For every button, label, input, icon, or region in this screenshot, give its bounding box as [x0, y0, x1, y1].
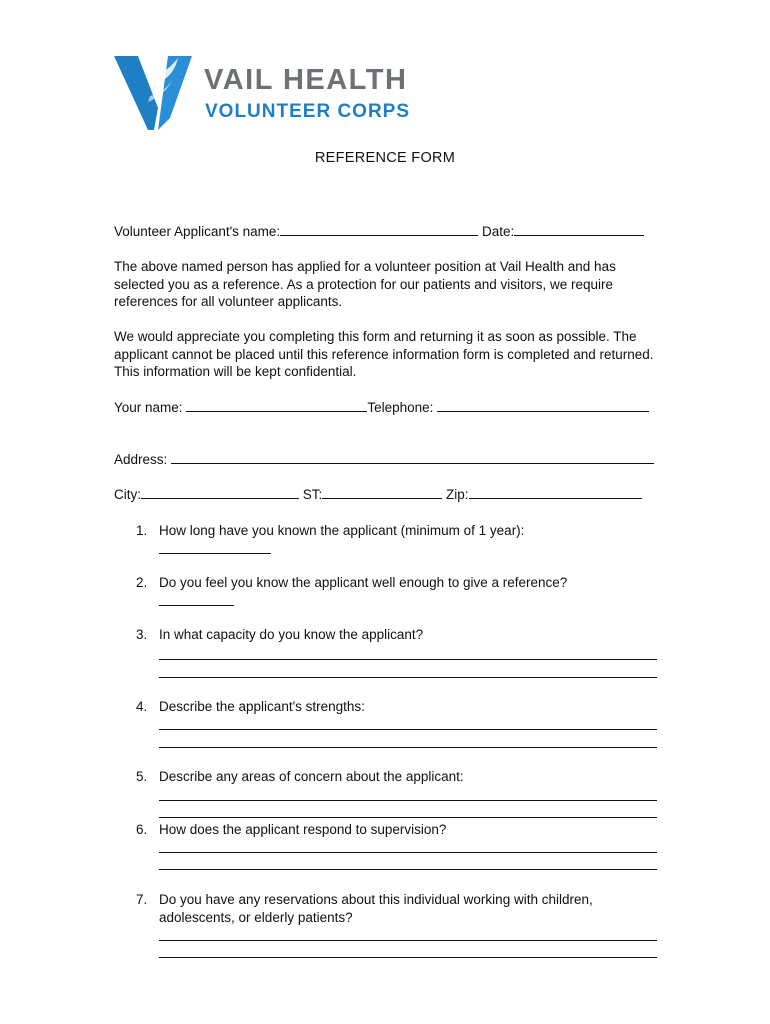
zip-label: Zip:	[446, 487, 469, 502]
question-number: 6.	[136, 822, 148, 837]
address-label: Address:	[114, 452, 168, 467]
city-row	[114, 486, 642, 502]
telephone-field[interactable]	[437, 399, 649, 412]
question-5-answer-line[interactable]	[159, 817, 657, 818]
question-6-answer-line[interactable]	[159, 852, 657, 853]
logo-title: VAIL HEALTH	[204, 64, 408, 96]
question-text: Do you feel you know the applicant well enough to give a reference?	[159, 575, 568, 590]
intro-paragraph-2: We would appreciate you completing this form and returning it as soon as possible. The applicant cannot be placed until this reference information form is completed and returned. This information will be kept confidential.	[114, 329, 654, 379]
question-text: Describe the applicant's strengths:	[159, 699, 365, 714]
question-number: 5.	[136, 769, 148, 784]
question-number: 1.	[136, 523, 148, 538]
logo-subtitle: VOLUNTEER CORPS	[205, 101, 411, 122]
vail-health-logo	[112, 52, 432, 134]
question-text: In what capacity do you know the applicant?	[159, 627, 424, 642]
vail-v-logo-icon	[112, 52, 194, 134]
question-5-answer-line[interactable]	[159, 800, 657, 801]
question-3-answer-line[interactable]	[159, 677, 657, 678]
question-text: How does the applicant respond to supervision?	[159, 822, 447, 837]
city-field[interactable]	[141, 486, 299, 499]
intro-paragraph-1: The above named person has applied for a volunteer position at Vail Health and has selected you as a reference. As a protection for our patients and visitors, we require references for all volunteer applicants.	[114, 259, 616, 309]
question-number: 2.	[136, 575, 148, 590]
date-field[interactable]	[514, 223, 644, 236]
zip-field[interactable]	[469, 486, 642, 499]
your-name-field[interactable]	[186, 399, 367, 412]
question-text: Do you have any reservations about this individual working with children, adolescents, or elderly patients?	[159, 892, 593, 925]
applicant-name-label: Volunteer Applicant's name:	[114, 224, 281, 239]
address-field[interactable]	[171, 451, 654, 464]
question-number: 4.	[136, 699, 148, 714]
question-1-answer-line[interactable]	[159, 553, 271, 554]
address-row	[114, 451, 654, 467]
st-field[interactable]	[322, 486, 442, 499]
your-name-label: Your name:	[114, 400, 183, 415]
question-7-answer-line[interactable]	[159, 957, 657, 958]
question-number: 3.	[136, 627, 148, 642]
contact-row	[114, 399, 649, 415]
question-text: How long have you known the applicant (minimum of 1 year):	[159, 523, 525, 538]
question-6-answer-line[interactable]	[159, 869, 657, 870]
date-label: Date:	[481, 224, 515, 239]
question-4-answer-line[interactable]	[159, 729, 657, 730]
question-3-answer-line[interactable]	[159, 659, 657, 660]
question-2-answer-line[interactable]	[159, 605, 234, 606]
question-text: Describe any areas of concern about the applicant:	[159, 769, 464, 784]
question-4-answer-line[interactable]	[159, 747, 657, 748]
form-title: REFERENCE FORM	[314, 150, 456, 166]
question-7-answer-line[interactable]	[159, 940, 657, 941]
applicant-name-field[interactable]	[280, 223, 478, 236]
question-number: 7.	[136, 892, 148, 907]
st-label: ST:	[302, 487, 323, 502]
telephone-label: Telephone:	[367, 400, 434, 415]
applicant-row	[114, 223, 644, 239]
city-label: City:	[114, 487, 141, 502]
